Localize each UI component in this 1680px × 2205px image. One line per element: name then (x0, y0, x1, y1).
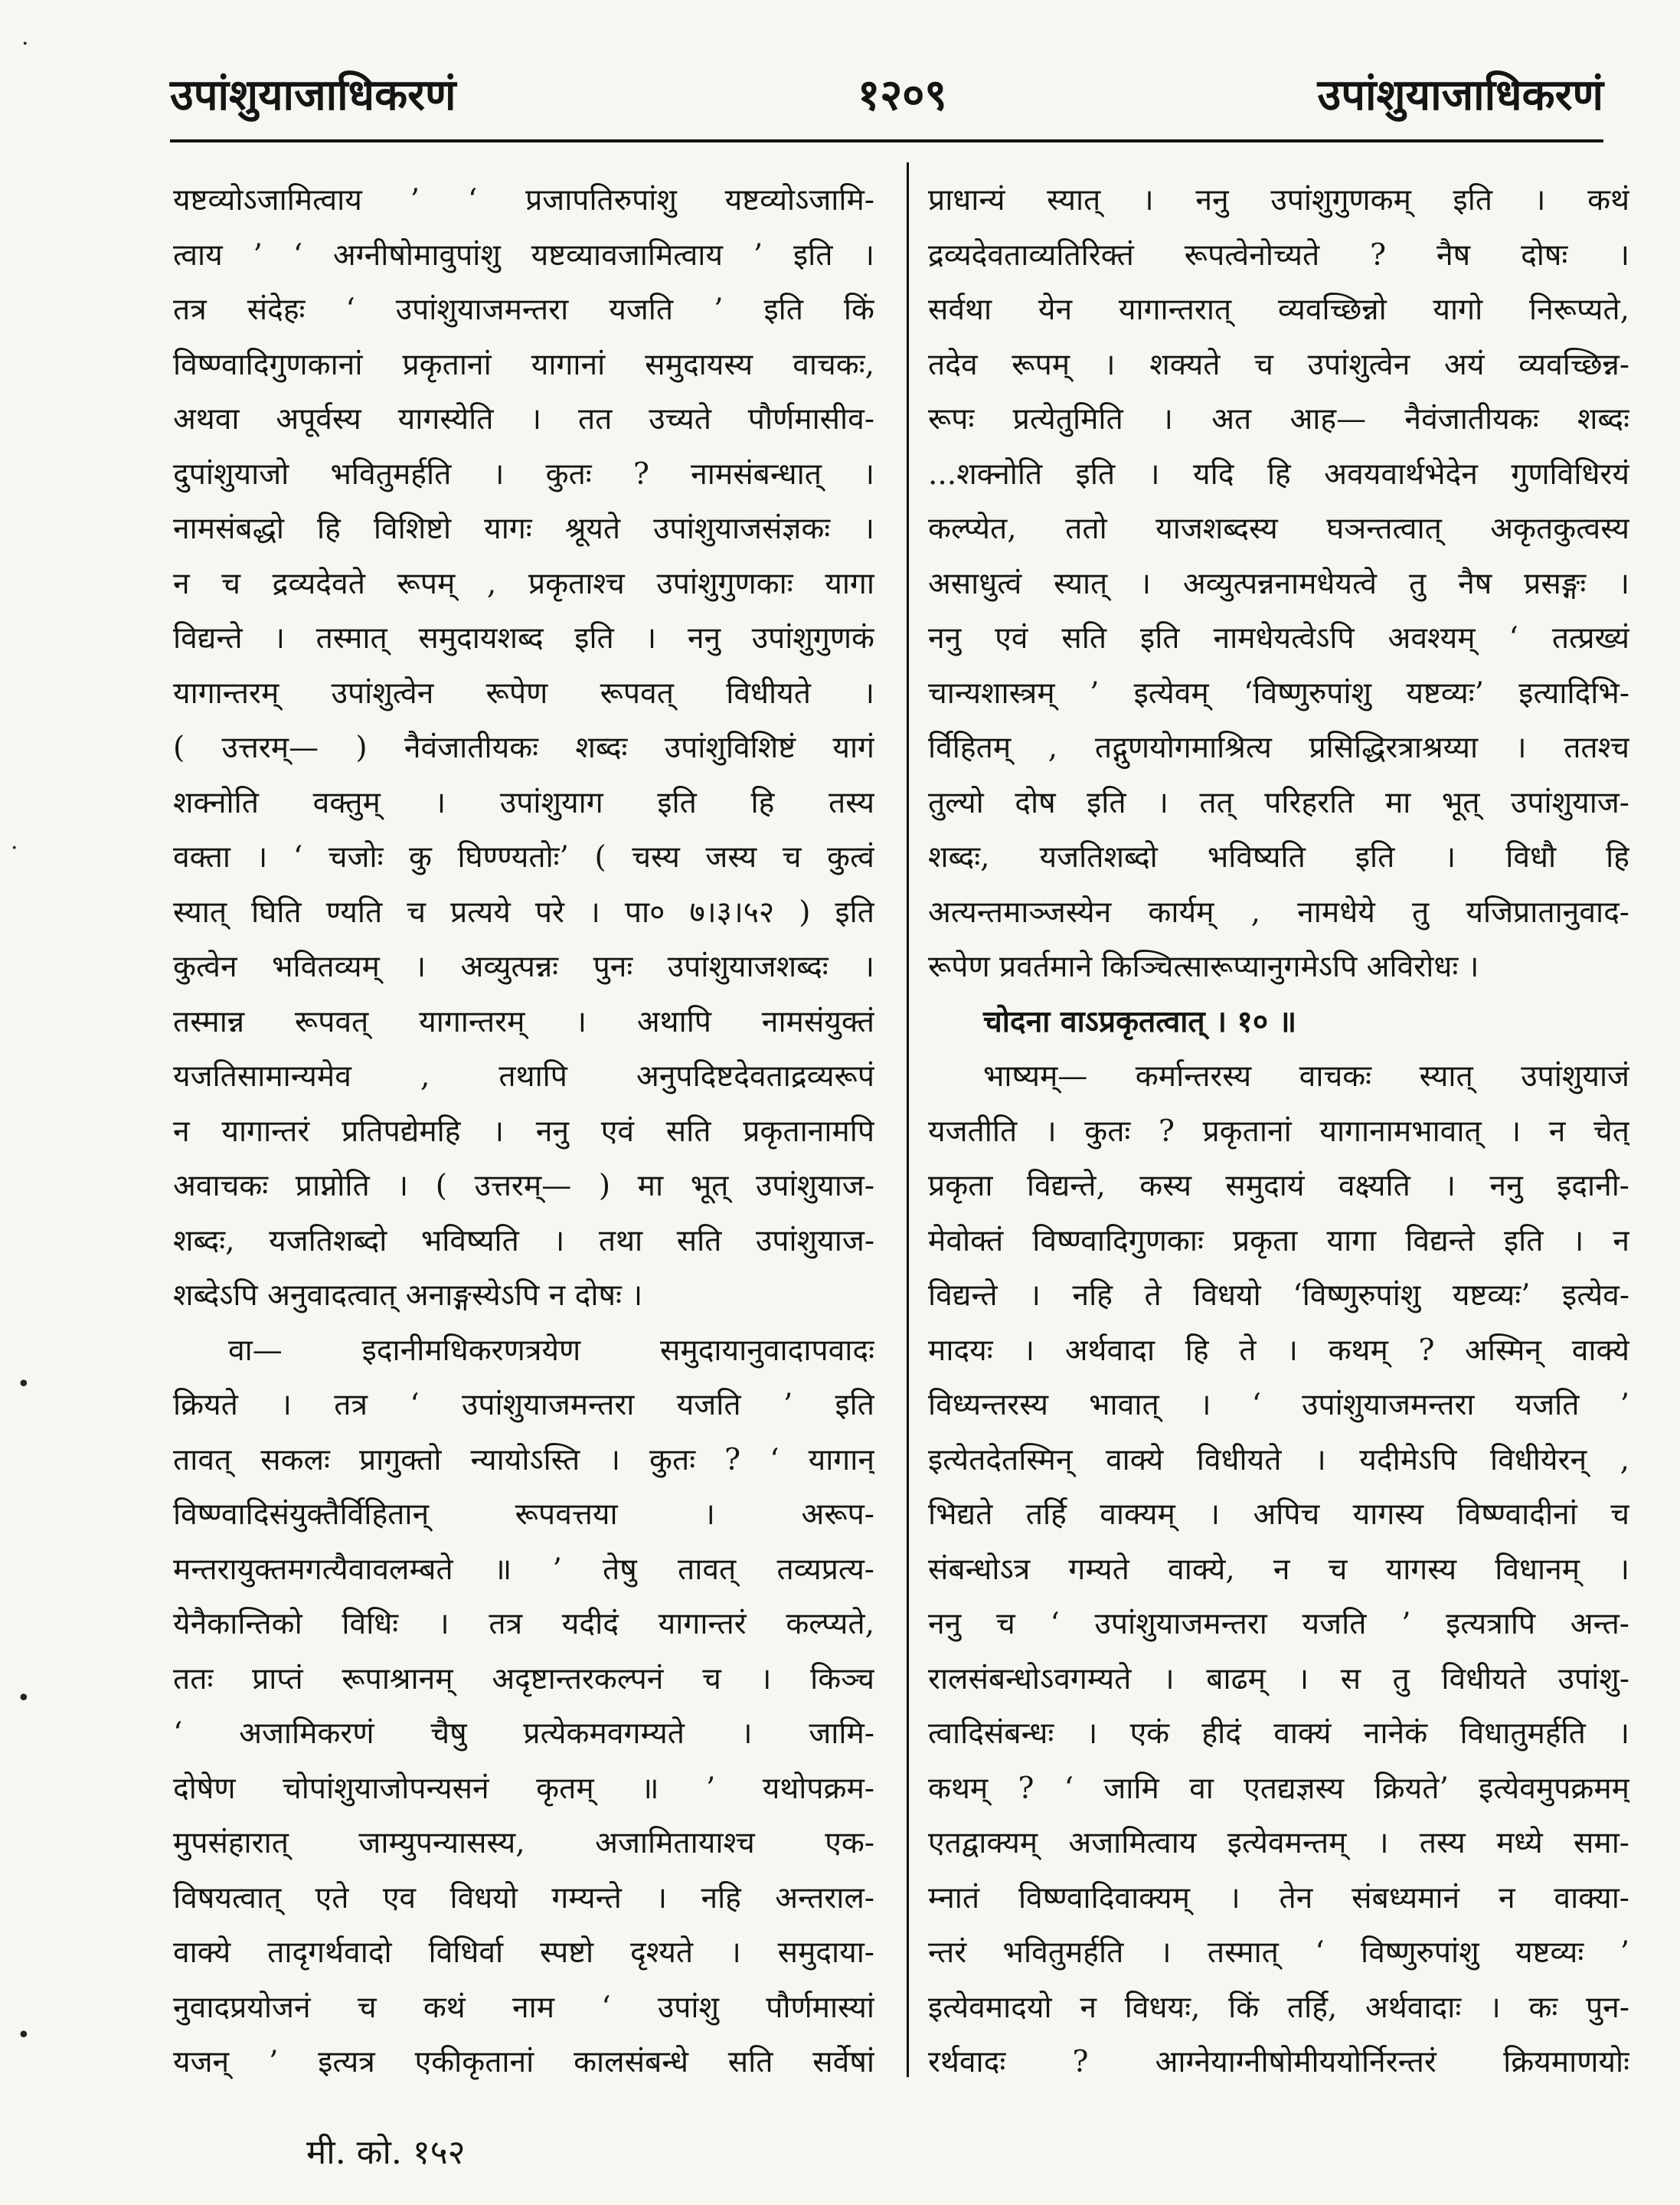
text-line: रूपः प्रत्येतुमिति । अत आह— नैवंजातीयकः शब्दः (928, 402, 1629, 437)
margin-speck: • (17, 2022, 31, 2049)
text-line: मुपसंहारात् जाम्युपन्यासस्य, अजामितायाश्च एक- (173, 1826, 874, 1860)
text-line: दोषेण चोपांशुयाजोपन्यसनं कृतम् ॥ ’ यथोपक्रम- (173, 1771, 874, 1806)
text-line: दुपांशुयाजो भवितुमर्हति । कुतः ? नामसंबन्धात् । (173, 456, 874, 492)
text-line: यजन् ’ इत्यत्र एकीकृतानां कालसंबन्धे सति सर्वेषां (173, 2045, 874, 2079)
text-line: कुत्वेन भवितव्यम् । अव्युत्पन्नः पुनः उपांशुयाजशब्दः । (173, 950, 874, 984)
text-line: एतद्वाक्यम् अजामित्वाय इत्येवमन्तम् । तस्य मध्ये समा- (928, 1826, 1629, 1860)
text-line: यजतीति । कुतः ? प्रकृतानां यागानामभावात् । न चेत् (928, 1114, 1629, 1149)
text-line: वक्ता । ‘ चजोः कु घिण्ण्यतोः’ ( चस्य जस्य च कुत्वं (173, 840, 874, 875)
margin-speck: • (17, 1685, 31, 1712)
text-line: अत्यन्तमाञ्जस्येन कार्यम् , नामधेये तु यजिप्रातानुवाद- (928, 895, 1629, 930)
text-line: र्विहितम् , तद्गुणयोगमाश्रित्य प्रसिद्धिरत्राश्रय्या । ततश्च (928, 731, 1629, 765)
text-line: प्राधान्यं स्यात् । ननु उपांशुगुणकम् इति । कथं (928, 183, 1629, 218)
text-line: विष्ण्वादिगुणकानां प्रकृतानां यागानां समुदायस्य वाचकः, (173, 347, 874, 382)
text-line: तस्मान्न रूपवत् यागान्तरम् । अथापि नामसंयुक्तं (173, 1004, 874, 1039)
text-line: संबन्धोऽत्र गम्यते वाक्ये, न च यागस्य विधानम् । (928, 1552, 1629, 1587)
text-line: त्वादिसंबन्धः । एकं हीदं वाक्यं नानेकं विधातुमर्हति । (928, 1716, 1629, 1751)
text-line: विध्यन्तरस्य भावात् । ‘ उपांशुयाजमन्तरा यजति ’ (928, 1388, 1629, 1422)
text-line: ततः प्राप्तं रूपाश्रानम् अदृष्टान्तरकल्पनं च । किञ्च (173, 1661, 874, 1696)
text-line: कल्प्येत, ततो याजशब्दस्य घञन्तत्वात् अकृतकुत्वस्य (928, 512, 1629, 546)
text-line: भिद्यते तर्हि वाक्यम् । अपिच यागस्य विष्ण्वादीनां च (928, 1497, 1629, 1532)
right-column (928, 173, 1629, 2090)
text-line: इत्येवमादयो न विधयः, किं तर्हि, अर्थवादाः । कः पुन- (928, 1990, 1629, 2025)
text-line: शक्नोति वक्तुम् । उपांशुयाग इति हि तस्य (173, 785, 874, 820)
page-number: १२०९ (858, 70, 947, 120)
text-line: भाष्यम्— कर्मान्तरस्य वाचकः स्यात् उपांशुयाजं (983, 1059, 1629, 1094)
text-line: न च द्रव्यदेवते रूपम् , प्रकृताश्च उपांशुगुणकाः यागा (173, 566, 874, 601)
text-line: वाक्ये तादृगर्थवादो विधिर्वा स्पष्टो दृश्यते । समुदाया- (173, 1935, 874, 1970)
text-line: रर्थवादः ? आग्नेयाग्नीषोमीययोर्निरन्तरं क्रियमाणयोः (928, 2045, 1629, 2079)
text-line: रूपेण प्रवर्तमाने किञ्चित्सारूप्यानुगमेऽपि अविरोधः । (928, 950, 1479, 984)
text-line: ...शक्नोति इति । यदि हि अवयवार्थभेदेन गुणविधिरयं (928, 456, 1629, 492)
text-line: द्रव्यदेवताव्यतिरिक्तं रूपत्वेनोच्यते ? नैष दोषः । (928, 237, 1629, 273)
text-line: न यागान्तरं प्रतिपद्येमहि । ननु एवं सति प्रकृतानामपि (173, 1114, 874, 1149)
left-column (173, 173, 874, 2090)
text-line: वा— इदानीमधिकरणत्रयेण समुदायानुवादापवादः (228, 1333, 874, 1368)
text-line: ननु च ‘ उपांशुयाजमन्तरा यजति ’ इत्यत्रापि अन्त- (928, 1607, 1629, 1641)
text-line: शब्दः, यजतिशब्दो भविष्यति इति । विधौ हि (928, 840, 1629, 875)
running-header-right: उपांशुयाजाधिकरणं (1317, 70, 1603, 120)
text-line: तत्र संदेहः ‘ उपांशुयाजमन्तरा यजति ’ इति किं (173, 293, 874, 327)
text-line: विद्यन्ते । नहि ते विधयो ‘विष्णुरुपांशु यष्टव्यः’ इत्येव- (928, 1278, 1629, 1313)
margin-speck: • (17, 1371, 31, 1398)
text-line: तुल्यो दोष इति । तत् परिहरति मा भूत् उपांशुयाज- (928, 785, 1629, 820)
text-line: शब्दः, यजतिशब्दो भविष्यति । तथा सति उपांशुयाज- (173, 1223, 874, 1258)
text-line: चान्यशास्त्रम् ’ इत्येवम् ‘विष्णुरुपांशु यष्टव्यः’ इत्यादिभि- (928, 676, 1629, 711)
text-line: असाधुत्वं स्यात् । अव्युत्पन्ननामधेयत्वे तु नैष प्रसङ्गः । (928, 566, 1629, 601)
margin-speck: · (21, 31, 29, 57)
text-line: रालसंबन्धोऽवगम्यते । बाढम् । स तु विधीयते उपांशु- (928, 1661, 1629, 1696)
text-line: येनैकान्तिको विधिः । तत्र यदीदं यागान्तरं कल्प्यते, (173, 1607, 874, 1641)
text-line: शब्देऽपि अनुवादत्वात् अनाङ्गस्येऽपि न दोषः । (173, 1278, 643, 1313)
text-line: नुवादप्रयोजनं च कथं नाम ‘ उपांशु पौर्णमास्यां (173, 1990, 874, 2025)
text-line: ‘ अजामिकरणं चैषु प्रत्येकमवगम्यते । जामि- (173, 1716, 874, 1751)
text-line: विष्ण्वादिसंयुक्तैर्विहितान् रूपवत्तया । अरूप- (173, 1497, 874, 1532)
text-line: मादयः । अर्थवादा हि ते । कथम् ? अस्मिन् वाक्ये (928, 1333, 1629, 1368)
text-line: यष्टव्योऽजामित्वाय ’ ‘ प्रजापतिरुपांशु यष्टव्योऽजामि- (173, 183, 874, 218)
header-rule (170, 139, 1603, 142)
text-line: विद्यन्ते । तस्मात् समुदायशब्द इति । ननु उपांशुगुणकं (173, 621, 874, 656)
text-line: मन्तरायुक्तमगत्यैवावलम्बते ॥ ’ तेषु तावत् तव्यप्रत्य- (173, 1552, 874, 1587)
footer-signature: मी. को. १५२ (306, 2133, 466, 2172)
running-header-left: उपांशुयाजाधिकरणं (170, 70, 456, 120)
text-line: ( उत्तरम्— ) नैवंजातीयकः शब्दः उपांशुविशिष्टं यागं (173, 731, 874, 765)
text-line: न्तरं भवितुमर्हति । तस्मात् ‘ विष्णुरुपांशु यष्टव्यः ’ (928, 1935, 1629, 1970)
text-line: म्नातं विष्ण्वादिवाक्यम् । तेन संबध्यमानं न वाक्या- (928, 1880, 1629, 1915)
text-line: क्रियते । तत्र ‘ उपांशुयाजमन्तरा यजति ’ इति (173, 1388, 874, 1422)
text-line: तदेव रूपम् । शक्यते च उपांशुत्वेन अयं व्यवच्छिन्न- (928, 347, 1629, 382)
text-line: त्वाय ’ ‘ अग्नीषोमावुपांशु यष्टव्यावजामित्वाय ’ इति । (173, 237, 874, 273)
text-line: अथवा अपूर्वस्य यागस्येति । तत उच्यते पौर्णमासीव- (173, 402, 874, 437)
column-divider (907, 162, 909, 2077)
text-line: अवाचकः प्राप्नोति । ( उत्तरम्— ) मा भूत् उपांशुयाज- (173, 1169, 874, 1203)
text-line: इत्येतदेतस्मिन् वाक्ये विधीयते । यदीमेऽपि विधीयेरन् , (928, 1442, 1629, 1477)
text-line: कथम् ? ‘ जामि वा एतद्यज्ञस्य क्रियते’ इत्येवमुपक्रमम् (928, 1771, 1629, 1806)
text-line: ननु एवं सति इति नामधेयत्वेऽपि अवश्यम् ‘ तत्प्रख्यं (928, 621, 1629, 656)
text-line: तावत् सकलः प्रागुक्तो न्यायोऽस्ति । कुतः ? ‘ यागान् (173, 1442, 874, 1477)
text-line: विषयत्वात् एते एव विधयो गम्यन्ते । नहि अन्तराल- (173, 1880, 874, 1915)
text-line: मेवोक्तं विष्ण्वादिगुणकाः प्रकृता यागा विद्यन्ते इति । न (928, 1223, 1629, 1258)
text-line: नामसंबद्धो हि विशिष्टो यागः श्रूयते उपांशुयाजसंज्ञकः । (173, 512, 874, 546)
text-line: यजतिसामान्यमेव , तथापि अनुपदिष्टदेवताद्रव्यरूपं (173, 1059, 874, 1094)
margin-speck: · (11, 835, 18, 862)
text-line: चोदना वाऽप्रकृतत्वात् । १० ॥ (983, 1003, 1297, 1039)
text-line: स्यात् घिति ण्यति च प्रत्यये परे । पा० ७।३।५२ ) इति (173, 895, 874, 930)
text-line: सर्वथा येन यागान्तरात् व्यवच्छिन्नो यागो निरूप्यते, (928, 293, 1629, 327)
text-line: यागान्तरम् उपांशुत्वेन रूपेण रूपवत् विधीयते । (173, 676, 874, 711)
text-line: प्रकृता विद्यन्ते, कस्य समुदायं वक्ष्यति । ननु इदानी- (928, 1169, 1629, 1203)
